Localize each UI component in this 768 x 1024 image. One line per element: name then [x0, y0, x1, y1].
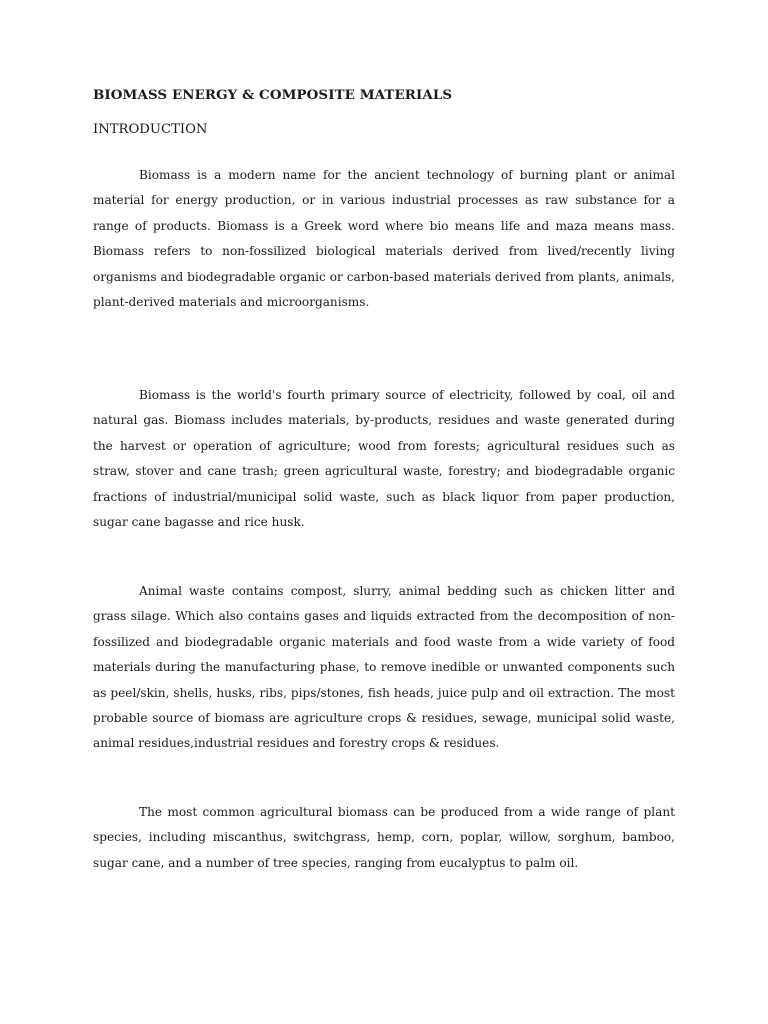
paragraph-1: Biomass is a modern name for the ancient technology of burning plant or animal material for energy production, or in various industrial processes as raw substance for a range of products. Biomass is a Greek word where bio means life and maza means mass. Biomass refers to non-fossilized biological materials derived from lived/recently living organisms and biodegradable organic or carbon-based materials derived from plants, animals, plant-derived materials and microorganisms. [93, 168, 675, 310]
section-heading-introduction: INTRODUCTION [93, 122, 208, 137]
document-title: BIOMASS ENERGY & COMPOSITE MATERIALS [93, 87, 453, 103]
paragraph-2: Biomass is the world's fourth primary source of electricity, followed by coal, oil and natural gas. Biomass includes materials, by-products, residues and waste generated during the harvest or operation of agriculture; wood from forests; agricultural residues such as straw, stover and cane trash; green agricultural waste, forestry; and biodegradable organic fractions of industrial/municipal solid waste, such as black liquor from paper production, sugar cane bagasse and rice husk. [93, 388, 675, 530]
paragraph-4: The most common agricultural biomass can be produced from a wide range of plant species, including miscanthus, switchgrass, hemp, corn, poplar, willow, sorghum, bamboo, sugar cane, and a number of tree species, ranging from eucalyptus to palm oil. [93, 805, 675, 870]
paragraph-3: Animal waste contains compost, slurry, animal bedding such as chicken litter and grass silage. Which also contains gases and liquids extracted from the decomposition of non-fossilized and biodegradable organic materials and food waste from a wide variety of food materials during the manufacturing phase, to remove inedible or unwanted components such as peel/skin, shells, husks, ribs, pips/stones, fish heads, juice pulp and oil extraction. The most probable source of biomass are agriculture crops & residues, sewage, municipal solid waste, animal residues,industrial residues and forestry crops & residues. [93, 584, 675, 751]
